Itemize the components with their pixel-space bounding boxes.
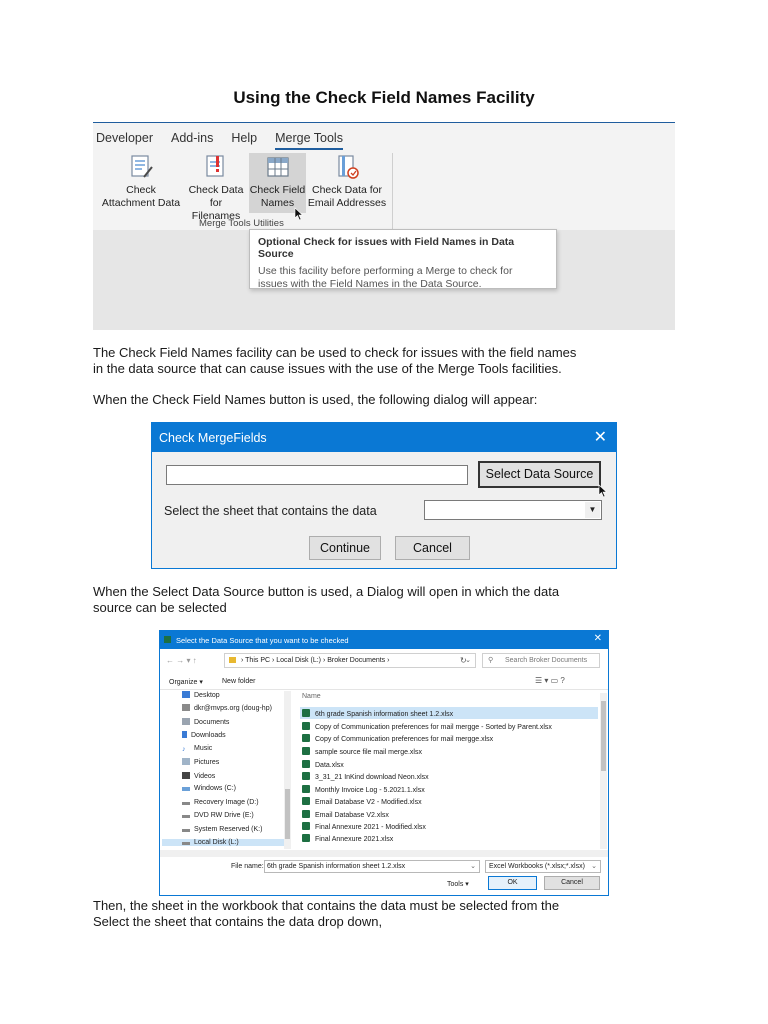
videos-icon xyxy=(182,772,190,779)
navigation-pane xyxy=(160,691,292,851)
file-item[interactable]: Email Database V2.xlsx xyxy=(302,810,389,819)
excel-icon xyxy=(302,810,310,818)
address-bar[interactable] xyxy=(224,653,476,668)
search-placeholder: Search Broker Documents xyxy=(505,657,588,664)
file-item[interactable]: Email Database V2 - Modified.xlsx xyxy=(302,797,422,806)
check-data-for-email-button[interactable] xyxy=(307,153,387,210)
data-source-path-input[interactable] xyxy=(166,465,468,485)
file-dialog-titlebar xyxy=(160,631,608,649)
drive-icon xyxy=(182,802,190,805)
nav-item-music[interactable]: ♪ Music xyxy=(182,745,213,753)
scroll-thumb[interactable] xyxy=(601,701,606,771)
file-item[interactable]: 3_31_21 InKind download Neon.xlsx xyxy=(302,772,429,781)
select-data-source-button[interactable]: Select Data Source xyxy=(478,461,601,488)
file-item[interactable]: Final Annexure 2021.xlsx xyxy=(302,834,393,843)
nav-item-user-folder[interactable]: dkr@mvps.org (doug-hp) xyxy=(182,704,272,712)
documents-icon xyxy=(182,718,190,725)
continue-button[interactable]: Continue xyxy=(309,536,381,560)
tooltip-title: Optional Check for issues with Field Names in Data Source xyxy=(258,236,515,260)
file-dialog-title: Select the Data Source that you want to be checked xyxy=(176,636,349,645)
file-cancel-button[interactable]: Cancel xyxy=(544,876,600,890)
close-icon[interactable]: ✕ xyxy=(593,429,607,446)
view-options-icon[interactable]: ☰ ▾ ▭ ? xyxy=(535,676,565,685)
check-mergefields-dialog xyxy=(151,422,617,569)
button-label-line2: for Filenames xyxy=(191,197,241,222)
filter-value: Excel Workbooks (*.xlsx;*.xlsx) xyxy=(489,863,585,870)
mouse-cursor-icon xyxy=(598,484,608,498)
paragraph-select-sheet xyxy=(93,898,683,930)
tooltip xyxy=(249,229,557,289)
cancel-button[interactable]: Cancel xyxy=(395,536,470,560)
search-icon: ⚲ xyxy=(488,657,494,664)
file-item[interactable]: Final Annexure 2021 - Modified.xlsx xyxy=(302,822,426,831)
nav-item-videos[interactable]: Videos xyxy=(182,772,215,780)
filename-label: File name: xyxy=(231,863,264,870)
user-folder-icon xyxy=(182,704,190,711)
button-label-line1: Check Field xyxy=(249,184,306,196)
tab-add-ins[interactable]: Add-ins xyxy=(170,131,214,145)
downloads-icon xyxy=(182,731,187,738)
desktop-icon xyxy=(182,691,190,698)
paragraph-line: Then, the sheet in the workbook that contains the data must be selected from the xyxy=(93,898,560,913)
check-attachment-data-button[interactable] xyxy=(98,153,184,210)
file-type-filter[interactable] xyxy=(485,860,601,873)
paragraph-line: The Check Field Names facility can be used to check for issues with the field names xyxy=(93,345,577,360)
paragraph-intro xyxy=(93,345,683,377)
divider xyxy=(160,689,609,690)
ribbon-panel xyxy=(93,122,675,230)
tooltip-body-line2: issues with the Field Names in the Data Source. xyxy=(258,278,482,290)
sheet-select-dropdown[interactable] xyxy=(424,500,602,520)
excel-icon xyxy=(302,822,310,830)
new-folder-button[interactable]: New folder xyxy=(222,678,256,685)
file-item[interactable]: Monthly Invoice Log - 5.2021.1.xlsx xyxy=(302,785,425,794)
drive-icon xyxy=(182,787,190,791)
organize-menu[interactable]: Organize ▾ xyxy=(169,679,203,686)
excel-icon xyxy=(302,734,310,742)
horizontal-scrollbar[interactable] xyxy=(160,850,609,857)
email-check-icon xyxy=(333,153,361,181)
tools-menu[interactable]: Tools ▾ xyxy=(447,881,469,888)
nav-item-recovery-d[interactable]: Recovery Image (D:) xyxy=(182,799,259,806)
button-label-line2: Names xyxy=(260,197,295,209)
column-header-name[interactable]: Name xyxy=(302,693,321,700)
file-item[interactable]: Copy of Communication preferences for mail mergge.xlsx xyxy=(302,734,493,743)
drive-icon xyxy=(182,829,190,832)
folder-icon xyxy=(229,657,236,663)
excel-icon xyxy=(302,772,310,780)
excel-icon xyxy=(302,747,310,755)
scroll-thumb[interactable] xyxy=(285,789,290,839)
dialog-titlebar xyxy=(152,423,616,452)
ribbon-tabs xyxy=(96,131,361,150)
button-label-line1: Check xyxy=(126,184,156,196)
paragraph-line: Select the sheet that contains the data drop down, xyxy=(93,914,383,929)
paragraph-select-source xyxy=(93,584,683,616)
page-title: Using the Check Field Names Facility xyxy=(233,88,535,107)
filename-check-icon xyxy=(202,153,230,181)
dvd-drive-icon xyxy=(182,815,190,818)
file-item[interactable]: sample source file mail merge.xlsx xyxy=(302,747,422,756)
nav-arrows[interactable]: ← → ▾ ↑ xyxy=(166,656,197,665)
breadcrumb: › This PC › Local Disk (L:) › Broker Documents › xyxy=(241,657,390,664)
nav-item-pictures[interactable]: Pictures xyxy=(182,758,219,766)
sheet-select-label: Select the sheet that contains the data xyxy=(164,504,377,518)
close-icon[interactable]: ✕ xyxy=(593,633,602,644)
attachment-check-icon xyxy=(127,153,155,181)
paragraph-line: source can be selected xyxy=(93,600,227,615)
nav-item-local-l[interactable]: Local Disk (L:) xyxy=(162,839,286,846)
nav-item-dvd-e[interactable]: DVD RW Drive (E:) xyxy=(182,812,254,819)
tab-merge-tools[interactable]: Merge Tools xyxy=(275,131,343,150)
check-data-for-filenames-button[interactable] xyxy=(185,153,247,223)
ok-button[interactable]: OK xyxy=(488,876,537,890)
nav-scrollbar[interactable] xyxy=(284,691,291,849)
excel-icon xyxy=(302,722,310,730)
tab-help[interactable]: Help xyxy=(231,131,258,145)
search-input[interactable] xyxy=(482,653,600,668)
excel-icon xyxy=(302,760,310,768)
mouse-cursor-icon xyxy=(294,207,304,221)
excel-icon xyxy=(302,797,310,805)
button-label-line2: Email Addresses xyxy=(307,197,387,209)
paragraph-line: in the data source that can cause issues with the use of the Merge Tools facilities. xyxy=(93,361,562,376)
chevron-down-icon: ⌄ xyxy=(465,657,471,664)
music-icon: ♪ xyxy=(182,746,186,753)
dialog-title: Check MergeFields xyxy=(159,431,267,445)
drive-icon xyxy=(182,842,190,845)
refresh-icon[interactable]: ↻ xyxy=(460,656,467,665)
group-separator xyxy=(392,153,393,229)
chevron-down-icon: ⌄ xyxy=(591,863,597,870)
file-list-scrollbar[interactable] xyxy=(600,693,607,849)
nav-item-system-k[interactable]: System Reserved (K:) xyxy=(182,826,262,833)
paragraph-dialog-intro: When the Check Field Names button is used, the following dialog will appear: xyxy=(93,392,538,407)
pictures-icon xyxy=(182,758,190,765)
nav-item-documents[interactable]: Documents xyxy=(182,718,229,726)
filename-value: 6th grade Spanish information sheet 1.2.xlsx xyxy=(267,863,406,870)
ribbon-screenshot xyxy=(93,122,675,330)
nav-item-windows-c[interactable]: Windows (C:) xyxy=(182,785,236,792)
excel-icon xyxy=(302,709,310,717)
nav-item-desktop[interactable]: Desktop xyxy=(182,691,220,699)
tooltip-body-line1: Use this facility before performing a Merge to check for xyxy=(258,265,513,277)
paragraph-line: When the Select Data Source button is used, a Dialog will open in which the data xyxy=(93,584,560,599)
file-item[interactable]: Data.xlsx xyxy=(302,760,344,769)
nav-item-downloads[interactable]: Downloads xyxy=(182,731,226,739)
button-label-line1: Check Data for xyxy=(311,184,383,196)
excel-icon xyxy=(164,636,171,643)
field-names-table-icon xyxy=(264,153,292,181)
file-item[interactable]: Copy of Communication preferences for mail mergge - Sorted by Parent.xlsx xyxy=(302,722,552,731)
filename-input[interactable] xyxy=(264,860,480,873)
tab-developer[interactable]: Developer xyxy=(96,131,153,145)
check-field-names-button[interactable] xyxy=(249,153,306,213)
excel-icon xyxy=(302,785,310,793)
excel-icon xyxy=(302,834,310,842)
button-label-line2: Attachment Data xyxy=(101,197,181,209)
chevron-down-icon: ▼ xyxy=(585,502,600,518)
button-label-line1: Check Data xyxy=(188,184,244,196)
group-label: Merge Tools Utilities xyxy=(199,218,284,229)
chevron-down-icon: ⌄ xyxy=(470,863,476,870)
file-item[interactable]: 6th grade Spanish information sheet 1.2.xlsx xyxy=(302,709,453,718)
file-open-dialog xyxy=(159,630,609,896)
